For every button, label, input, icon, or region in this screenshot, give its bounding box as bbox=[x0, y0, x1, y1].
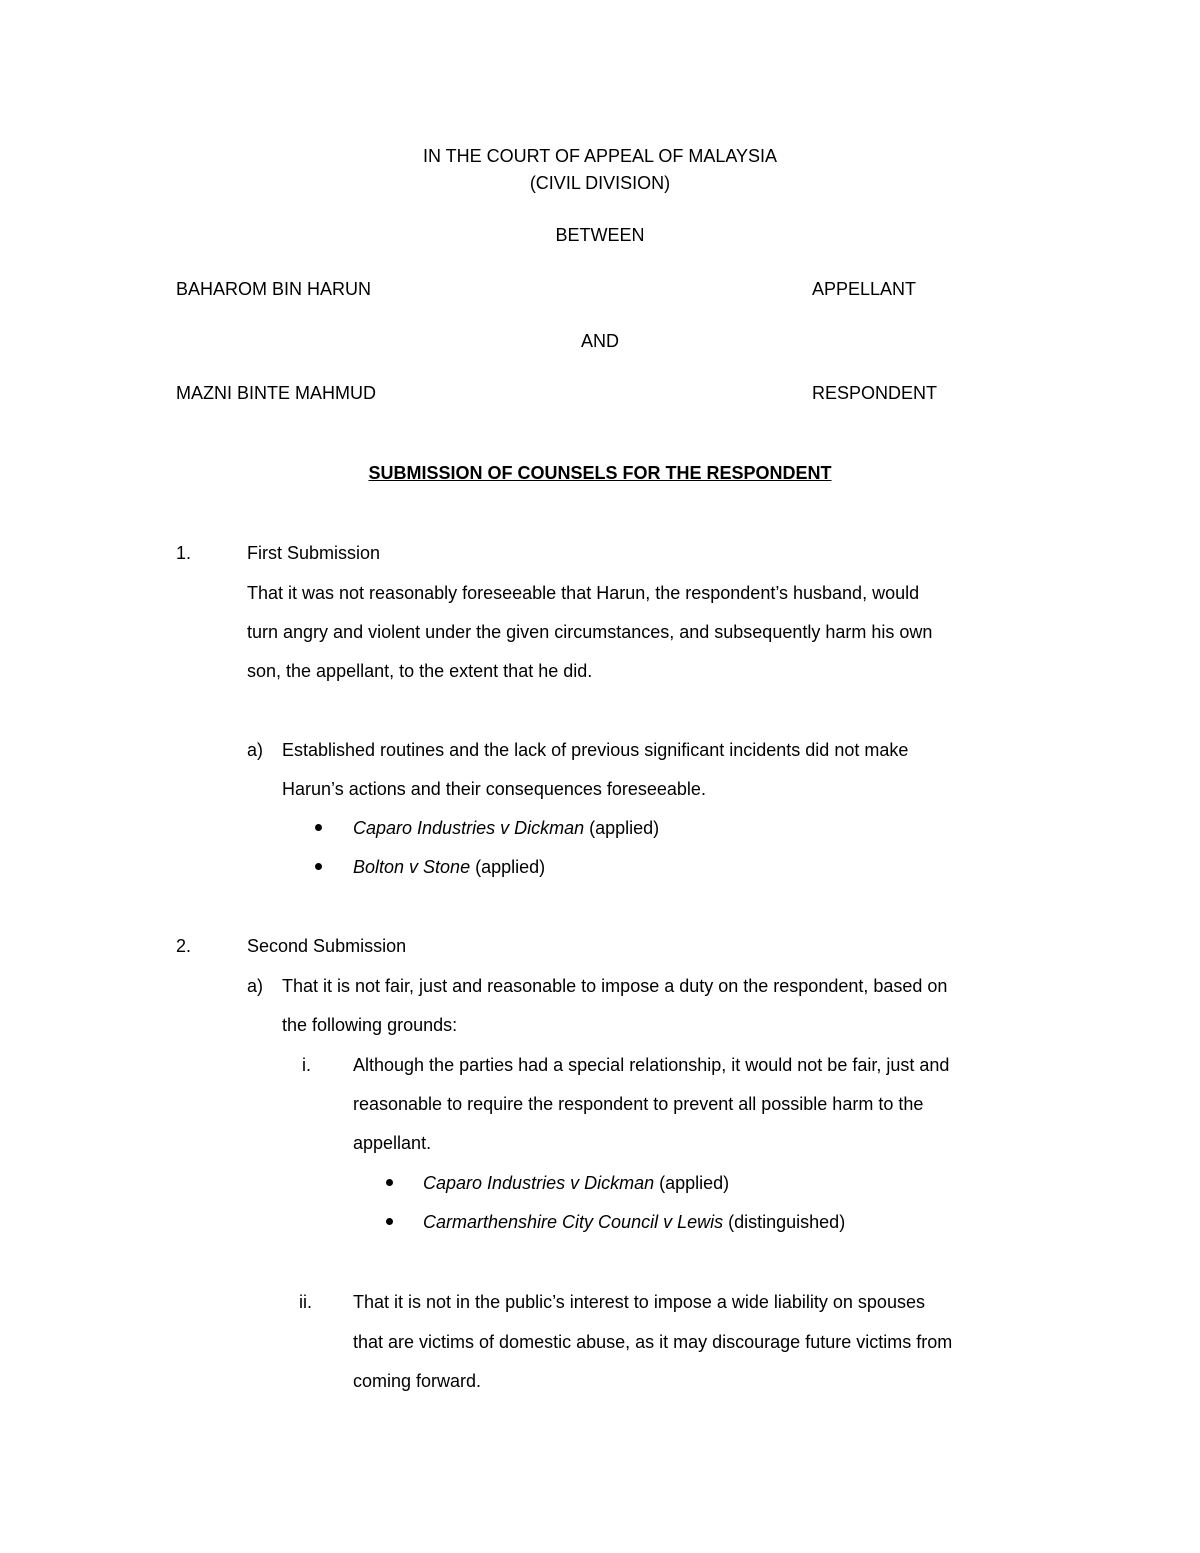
respondent-role: RESPONDENT bbox=[812, 383, 938, 403]
case-note: (applied) bbox=[589, 818, 660, 838]
appellant-role: APPELLANT bbox=[812, 279, 917, 299]
case-name: Caparo Industries v Dickman bbox=[423, 1173, 655, 1193]
bullet-icon bbox=[386, 1218, 393, 1225]
ground-i-label: i. bbox=[302, 1055, 311, 1075]
case-note: (distinguished) bbox=[728, 1212, 846, 1232]
section-2a-text-line: That it is not fair, just and reasonable to impose a duty on the respondent, based on bbox=[282, 976, 948, 996]
case-note: (applied) bbox=[475, 857, 546, 877]
section-2-number: 2. bbox=[176, 936, 192, 956]
ground-i-text-line: appellant. bbox=[353, 1133, 432, 1153]
section-2a-label: a) bbox=[247, 976, 264, 996]
case-citation bbox=[353, 855, 545, 879]
section-1-number: 1. bbox=[176, 543, 192, 563]
court-division: (CIVIL DIVISION) bbox=[529, 173, 671, 193]
bullet-icon bbox=[315, 863, 322, 870]
document-title: SUBMISSION OF COUNSELS FOR THE RESPONDENT bbox=[368, 463, 832, 483]
bullet-icon bbox=[315, 824, 322, 831]
ground-ii-text-line: that are victims of domestic abuse, as it may discourage future victims from bbox=[353, 1332, 953, 1352]
ground-ii-text-line: That it is not in the public’s interest to impose a wide liability on spouses bbox=[353, 1292, 925, 1312]
section-2a-text-line: the following grounds: bbox=[282, 1015, 458, 1035]
ground-i-text-line: Although the parties had a special relationship, it would not be fair, just and bbox=[353, 1055, 950, 1075]
section-1a-label: a) bbox=[247, 740, 264, 760]
ground-i-text-line: reasonable to require the respondent to prevent all possible harm to the bbox=[353, 1094, 924, 1114]
case-name: Carmarthenshire City Council v Lewis bbox=[423, 1212, 724, 1232]
section-1a-text-line: Established routines and the lack of previous significant incidents did not make bbox=[282, 740, 909, 760]
case-name: Bolton v Stone bbox=[353, 857, 471, 877]
case-citation bbox=[423, 1210, 845, 1234]
appellant-name: BAHAROM BIN HARUN bbox=[176, 279, 372, 299]
bullet-icon bbox=[386, 1179, 393, 1186]
case-citation bbox=[423, 1171, 729, 1195]
and-label: AND bbox=[580, 331, 619, 351]
case-name: Caparo Industries v Dickman bbox=[353, 818, 585, 838]
section-1-text-line: son, the appellant, to the extent that he did. bbox=[247, 661, 593, 681]
section-1-heading: First Submission bbox=[247, 543, 381, 563]
section-1-text-line: That it was not reasonably foreseeable that Harun, the respondent’s husband, would bbox=[247, 583, 920, 603]
court-name: IN THE COURT OF APPEAL OF MALAYSIA bbox=[422, 146, 778, 166]
case-note: (applied) bbox=[659, 1173, 730, 1193]
section-1a-text-line: Harun’s actions and their consequences foreseeable. bbox=[282, 779, 706, 799]
section-1-text-line: turn angry and violent under the given circumstances, and subsequently harm his own bbox=[247, 622, 933, 642]
ground-ii-label: ii. bbox=[299, 1292, 312, 1312]
section-2-heading: Second Submission bbox=[247, 936, 407, 956]
case-citation bbox=[353, 816, 659, 840]
ground-ii-text-line: coming forward. bbox=[353, 1371, 482, 1391]
respondent-name: MAZNI BINTE MAHMUD bbox=[176, 383, 376, 403]
between-label: BETWEEN bbox=[555, 225, 645, 245]
